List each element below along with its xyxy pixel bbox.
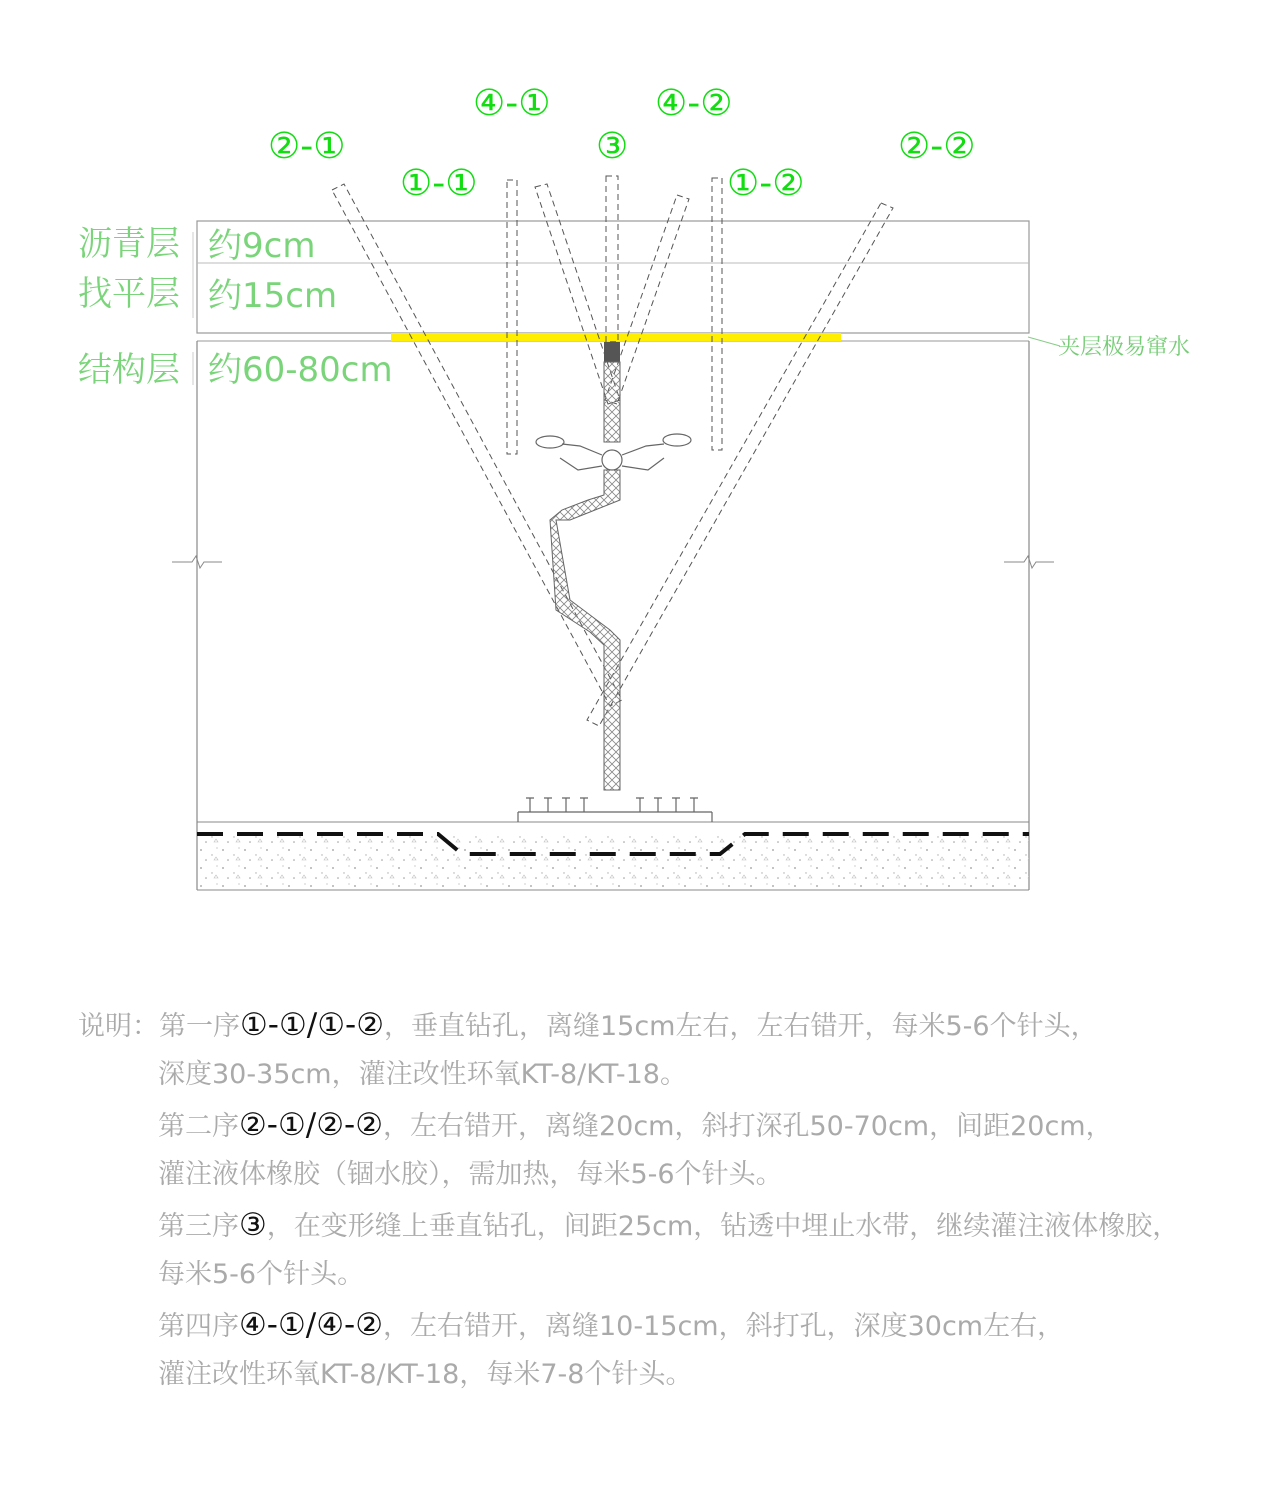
layer-asphalt-thickness: 约9cm: [208, 226, 316, 266]
note1-text: ，垂直钻孔，离缝15cm左右，左右错开，每米5-6个针头，: [383, 1011, 1098, 1042]
note1-text-cont: 深度30-35cm，灌注改性环氧KT-8/KT-18。: [158, 1059, 687, 1090]
label-hole-4-2: ④-②: [655, 83, 733, 124]
note4-sequence: ④-①/④-②: [239, 1307, 383, 1343]
note-line-4: [78, 1150, 1228, 1200]
note3-sequence: ③: [239, 1207, 267, 1243]
note-line-7: [78, 1300, 1228, 1350]
note-line-2: [78, 1050, 1228, 1100]
note1-title: 第一序: [159, 1011, 240, 1042]
expansion-joint: [550, 342, 620, 790]
label-hole-1-2: ①-②: [727, 163, 805, 204]
note2-title: 第二序: [158, 1111, 239, 1142]
note-line-1: [78, 1000, 1228, 1050]
note3-title: 第三序: [158, 1211, 239, 1242]
note2-text-cont: 灌注液体橡胶（锢水胶），需加热，每米5-6个针头。: [158, 1159, 783, 1190]
layer-leveling-name: 找平层: [78, 274, 180, 314]
drill-hole-3: [606, 176, 618, 342]
callout-seepage: 夹层极易窜水: [1058, 335, 1191, 360]
drill-hole-2-1: [332, 184, 622, 706]
label-hole-2-2: ②-②: [898, 126, 976, 167]
drill-hole-1-2: [712, 178, 722, 450]
interlayer-highlight: [391, 333, 841, 341]
note1-sequence: ①-①/①-②: [240, 1007, 384, 1043]
note-line-5: [78, 1200, 1228, 1250]
layer-asphalt-name: 沥青层: [78, 224, 180, 264]
note3-text: ，在变形缝上垂直钻孔，间距25cm，钻透中埋止水带，继续灌注液体橡胶，: [266, 1211, 1180, 1242]
note-line-6: [78, 1250, 1228, 1300]
note4-title: 第四序: [158, 1311, 239, 1342]
layer-structure-thickness: 约60-80cm: [208, 350, 393, 390]
note2-sequence: ②-①/②-②: [239, 1107, 383, 1143]
bottom-waterstop: [518, 798, 712, 822]
callout-leader: [1028, 337, 1060, 346]
label-hole-1-1: ①-①: [400, 163, 478, 204]
note3-text-cont: 每米5-6个针头。: [158, 1259, 365, 1290]
layer-structure-name: 结构层: [78, 350, 180, 390]
layer-leveling-thickness: 约15cm: [208, 276, 338, 316]
construction-notes: [78, 1000, 1228, 1400]
note2-text: ，左右错开，离缝20cm，斜打深孔50-70cm，间距20cm，: [382, 1111, 1113, 1142]
note4-text: ，左右错开，离缝10-15cm，斜打孔，深度30cm左右，: [382, 1311, 1065, 1342]
foundation-concrete: [197, 836, 1029, 890]
note-line-8: [78, 1350, 1228, 1400]
label-hole-4-1: ④-①: [473, 83, 551, 124]
note4-text-cont: 灌注改性环氧KT-8/KT-18，每米7-8个针头。: [158, 1359, 693, 1390]
label-hole-2-1: ②-①: [268, 126, 346, 167]
label-hole-3: ③: [596, 126, 629, 167]
notes-prefix: 说明：: [78, 1011, 159, 1042]
note-line-3: [78, 1100, 1228, 1150]
drill-hole-2-2: [587, 203, 893, 726]
